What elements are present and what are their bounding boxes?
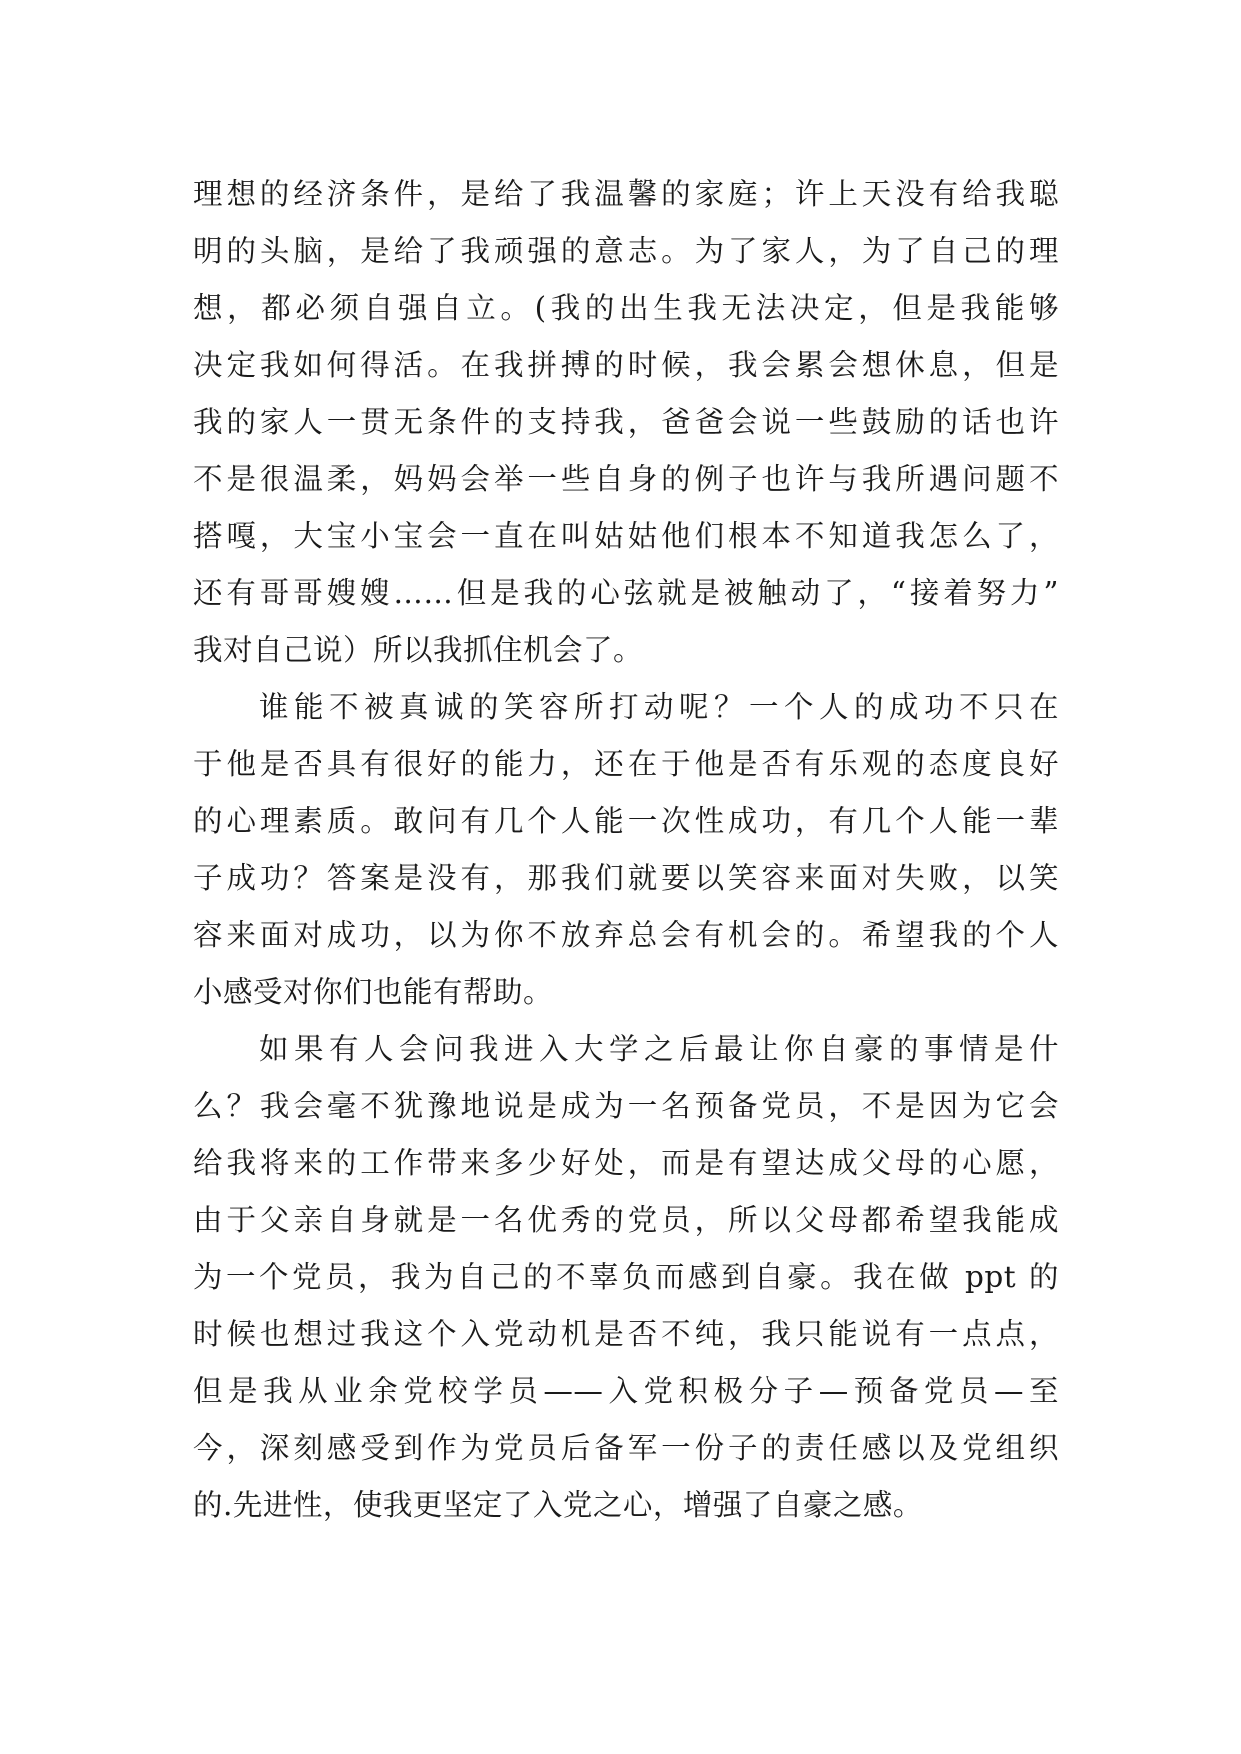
paragraph-3-line-3: 给我将来的工作带来多少好处，而是有望达成父母的心愿，: [193, 1146, 1059, 1180]
paragraph-1-line-7: 搭嘎，大宝小宝会一直在叫姑姑他们根本不知道我怎么了，: [193, 519, 1059, 553]
paragraph-2-line-5: 容来面对成功，以为你不放弃总会有机会的。希望我的个人: [193, 918, 1059, 952]
paragraph-3-line-2: 么？我会毫不犹豫地说是成为一名预备党员，不是因为它会: [193, 1089, 1059, 1123]
paragraph-2-line-6: 小感受对你们也能有帮助。: [193, 975, 554, 1009]
paragraph-3-line-8: 今，深刻感受到作为党员后备军一份子的责任感以及党组织: [193, 1431, 1059, 1465]
paragraph-3-line-7: 但是我从业余党校学员——入党积极分子—预备党员—至: [193, 1374, 1059, 1408]
paragraph-3-line-9: 的.先进性，使我更坚定了入党之心，增强了自豪之感。: [193, 1488, 923, 1522]
body-text: [193, 166, 1059, 1534]
paragraph-3-line-1: 如果有人会问我进入大学之后最让你自豪的事情是什: [259, 1032, 1059, 1066]
paragraph-1-line-2: 明的头脑，是给了我顽强的意志。为了家人，为了自己的理: [193, 234, 1059, 268]
paragraph-1-line-6: 不是很温柔，妈妈会举一些自身的例子也许与我所遇问题不: [193, 462, 1059, 496]
paragraph-1-line-3: 想，都必须自强自立。(我的出生我无法决定，但是我能够: [193, 291, 1059, 325]
paragraph-1-line-1: 理想的经济条件，是给了我温馨的家庭；许上天没有给我聪: [193, 177, 1059, 211]
paragraph-1-line-4: 决定我如何得活。在我拼搏的时候，我会累会想休息，但是: [193, 348, 1059, 382]
paragraph-2-line-3: 的心理素质。敢问有几个人能一次性成功，有几个人能一辈: [193, 804, 1059, 838]
paragraph-2-line-1: 谁能不被真诚的笑容所打动呢？一个人的成功不只在: [259, 690, 1059, 724]
paragraph-1-line-5: 我的家人一贯无条件的支持我，爸爸会说一些鼓励的话也许: [193, 405, 1059, 439]
paragraph-3-line-5: 为一个党员，我为自己的不辜负而感到自豪。我在做 ppt 的: [193, 1260, 1059, 1294]
paragraph-2-line-4: 子成功？答案是没有，那我们就要以笑容来面对失败，以笑: [193, 861, 1059, 895]
paragraph-3-line-6: 时候也想过我这个入党动机是否不纯，我只能说有一点点，: [193, 1317, 1059, 1351]
paragraph-1-line-8: 还有哥哥嫂嫂……但是我的心弦就是被触动了，“接着努力”: [193, 576, 1059, 610]
paragraph-3-line-4: 由于父亲自身就是一名优秀的党员，所以父母都希望我能成: [193, 1203, 1059, 1237]
paragraph-2-line-2: 于他是否具有很好的能力，还在于他是否有乐观的态度良好: [193, 747, 1059, 781]
paragraph-1-line-9: 我对自己说）所以我抓住机会了。: [193, 633, 644, 667]
